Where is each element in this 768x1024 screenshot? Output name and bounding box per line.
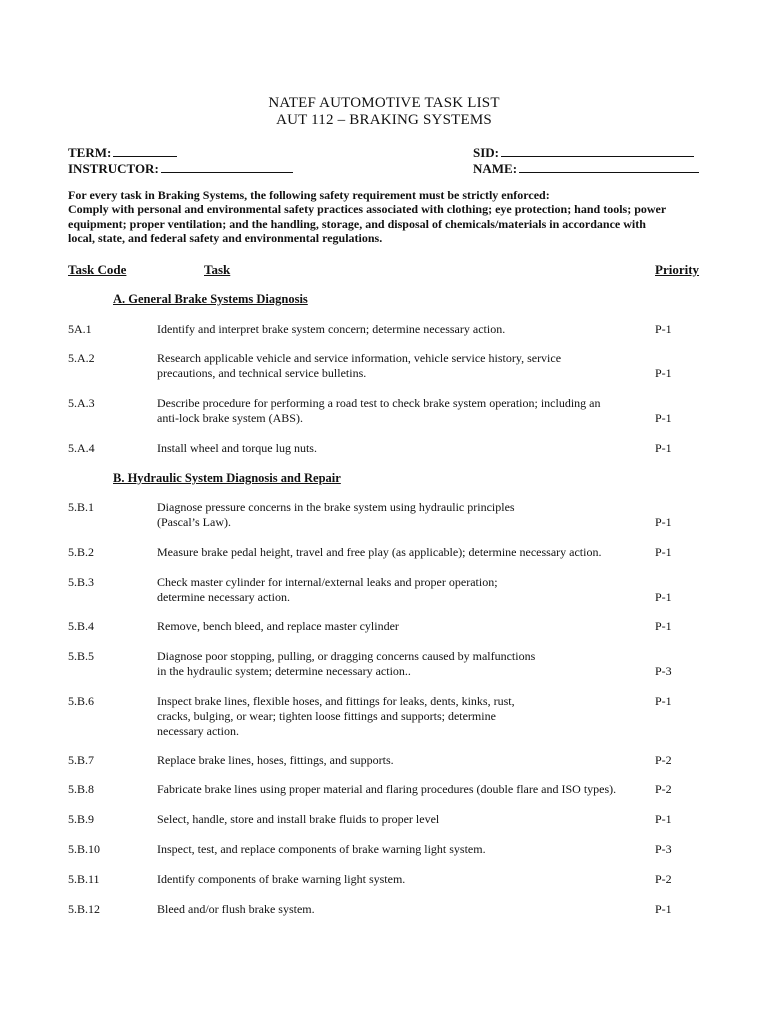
task-code: 5.B.8 (68, 782, 95, 796)
safety-line: For every task in Braking Systems, the following safety requirement must be strictly enforced: (68, 188, 550, 202)
task-description-line: (Pascal’s Law). (157, 515, 231, 529)
task-code: 5.A.4 (68, 441, 95, 455)
task-description-line: determine necessary action. (157, 590, 290, 604)
task-description (157, 649, 647, 679)
task-description-line: Remove, bench bleed, and replace master cylinder (157, 619, 399, 633)
task-description-line: Fabricate brake lines using proper material and flaring procedures (double flare and ISO types). (157, 782, 617, 796)
task-code: 5.B.7 (68, 753, 95, 767)
task-description-line: Describe procedure for performing a road test to check brake system operation; including an (157, 396, 601, 410)
task-priority: P-1 (655, 812, 672, 826)
task-description (157, 902, 647, 917)
task-code: 5.B.10 (68, 842, 101, 856)
task-code: 5.B.4 (68, 619, 95, 633)
section-heading: B. Hydraulic System Diagnosis and Repair (113, 471, 341, 485)
task-description (157, 545, 647, 560)
task-code: 5A.1 (68, 322, 92, 336)
task-description-line: in the hydraulic system; determine necessary action.. (157, 664, 411, 678)
task-description-line: Select, handle, store and install brake fluids to proper level (157, 812, 440, 826)
task-description (157, 812, 647, 827)
task-description (157, 322, 647, 337)
task-code: 5.B.12 (68, 902, 101, 916)
task-code: 5.A.2 (68, 351, 95, 365)
task-priority: P-2 (655, 872, 672, 886)
task-code: 5.B.6 (68, 694, 95, 708)
task-priority: P-2 (655, 782, 672, 796)
task-code: 5.B.5 (68, 649, 95, 663)
document-title: NATEF AUTOMOTIVE TASK LIST (268, 95, 500, 111)
task-priority: P-1 (655, 545, 672, 559)
task-description (157, 575, 647, 605)
document-subtitle: AUT 112 – BRAKING SYSTEMS (276, 112, 492, 128)
task-description-line: Research applicable vehicle and service information, vehicle service history, service (157, 351, 562, 365)
task-priority: P-3 (655, 664, 672, 678)
safety-requirement (68, 188, 708, 246)
task-priority: P-1 (655, 366, 672, 380)
task-description-line: Identify components of brake warning light system. (157, 872, 406, 886)
task-code: 5.B.3 (68, 575, 95, 589)
task-priority: P-1 (655, 619, 672, 633)
task-description (157, 872, 647, 887)
task-description (157, 842, 647, 857)
task-priority: P-1 (655, 322, 672, 336)
task-description (157, 396, 647, 426)
term-label: TERM: (68, 145, 112, 160)
task-description-line: necessary action. (157, 724, 239, 738)
task-description-line: Measure brake pedal height, travel and free play (as applicable); determine necessary action. (157, 545, 602, 559)
priority-header: Priority (655, 262, 700, 277)
task-priority: P-1 (655, 441, 672, 455)
term-field[interactable] (68, 143, 177, 160)
sid-field[interactable] (473, 143, 694, 160)
task-priority: P-3 (655, 842, 672, 856)
task-description-line: Diagnose poor stopping, pulling, or dragging concerns caused by malfunctions (157, 649, 536, 663)
task-priority: P-1 (655, 515, 672, 529)
task-description (157, 694, 647, 739)
task-description (157, 753, 647, 768)
task-code: 5.B.11 (68, 872, 100, 886)
sid-blank[interactable] (501, 143, 694, 157)
task-description (157, 619, 647, 634)
safety-line: equipment; proper ventilation; and the handling, storage, and disposal of chemicals/materials in accordance with (68, 216, 646, 231)
task-priority: P-1 (655, 590, 672, 604)
task-description (157, 782, 647, 797)
task-description-line: precautions, and technical service bulletins. (157, 366, 367, 380)
instructor-label: INSTRUCTOR: (68, 161, 159, 176)
task-description-line: cracks, bulging, or wear; tighten loose fittings and supports; determine (157, 709, 496, 723)
name-label: NAME: (473, 161, 518, 176)
task-description-line: anti-lock brake system (ABS). (157, 411, 303, 425)
instructor-blank[interactable] (161, 159, 293, 173)
task-priority: P-1 (655, 411, 672, 425)
task-description-line: Diagnose pressure concerns in the brake system using hydraulic principles (157, 500, 515, 514)
name-field[interactable] (473, 159, 699, 176)
task-priority: P-1 (655, 694, 672, 708)
instructor-field[interactable] (68, 159, 293, 176)
task-code: 5.B.9 (68, 812, 95, 826)
task-description-line: Inspect brake lines, flexible hoses, and fittings for leaks, dents, kinks, rust, (157, 694, 515, 708)
task-description-line: Inspect, test, and replace components of brake warning light system. (157, 842, 486, 856)
safety-line: local, state, and federal safety and environmental regulations. (68, 231, 383, 246)
task-header: Task (204, 262, 231, 277)
task-description-line: Check master cylinder for internal/external leaks and proper operation; (157, 575, 498, 589)
section-heading: A. General Brake Systems Diagnosis (113, 292, 308, 306)
task-description (157, 500, 647, 530)
task-description (157, 441, 647, 456)
task-code: 5.B.1 (68, 500, 95, 514)
term-blank[interactable] (113, 143, 177, 157)
task-priority: P-2 (655, 753, 672, 767)
task-description-line: Identify and interpret brake system concern; determine necessary action. (157, 322, 506, 336)
task-code: 5.B.2 (68, 545, 95, 559)
safety-line: Comply with personal and environmental safety practices associated with clothing; eye protection; hand tools; power (68, 202, 667, 217)
task-code-header: Task Code (68, 262, 127, 277)
task-priority: P-1 (655, 902, 672, 916)
task-code: 5.A.3 (68, 396, 95, 410)
name-blank[interactable] (519, 159, 699, 173)
sid-label: SID: (473, 145, 500, 160)
task-description (157, 351, 647, 381)
task-description-line: Bleed and/or flush brake system. (157, 902, 315, 916)
task-description-line: Install wheel and torque lug nuts. (157, 441, 317, 455)
task-description-line: Replace brake lines, hoses, fittings, and supports. (157, 753, 394, 767)
